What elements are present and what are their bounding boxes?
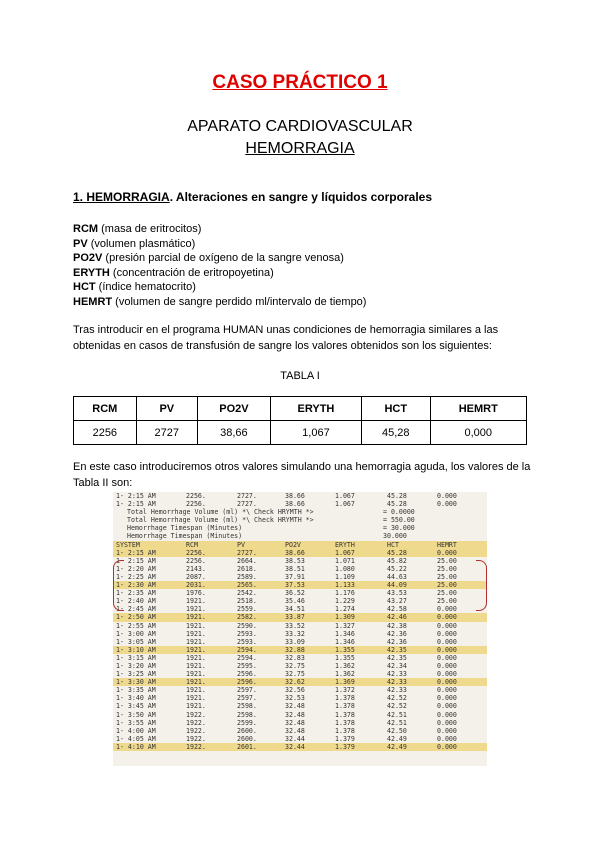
printout-cell: 42.36 — [387, 637, 407, 646]
printout-cell: 45.28 — [387, 548, 407, 557]
printout-cell: 1- 2:40 AM — [116, 597, 156, 606]
printout-cell: 42.35 — [387, 653, 407, 662]
printout-cell: 1.362 — [335, 670, 355, 679]
printout-cell: 1- 3:30 AM — [116, 678, 156, 687]
annotation-bracket-left — [113, 560, 124, 611]
printout-cell: 2597. — [237, 686, 257, 695]
printout-cell: 42.49 — [387, 734, 407, 743]
document-title: CASO PRÁCTICO 1 — [212, 72, 388, 93]
printout-info-text: Hemorrhage Timespan (Minutes) — [127, 524, 243, 533]
printout-cell: 1- 3:00 AM — [116, 629, 156, 638]
printout-cell: 32.56 — [285, 686, 305, 695]
printout-cell: 1.379 — [335, 734, 355, 743]
printout-cell: PO2V — [285, 540, 301, 549]
printout-cell: 42.51 — [387, 710, 407, 719]
section-number: 1. — [73, 190, 87, 204]
printout-info-value: = 0.0000 — [383, 508, 415, 517]
printout-cell: 25.00 — [437, 581, 457, 590]
printout-cell: 2565. — [237, 581, 257, 590]
printout-cell: 1921. — [186, 605, 206, 614]
intro-paragraph: Tras introducir en el programa HUMAN unas condiciones de hemorragia similares a las obtenidas en casos de transfusión de sangre los valores obtenidos son los siguientes: — [73, 324, 499, 352]
printout-cell: 1- 3:40 AM — [116, 694, 156, 703]
printout-cell: 2664. — [237, 556, 257, 565]
printout-row — [113, 500, 487, 508]
printout-cell: 44.63 — [387, 572, 407, 581]
printout-cell: 1922. — [186, 726, 206, 735]
table-label: TABLA I — [280, 370, 320, 382]
printout-cell: 42.33 — [387, 670, 407, 679]
printout-cell: 42.33 — [387, 678, 407, 687]
printout-info-value: 30.000 — [383, 532, 407, 541]
printout-cell: 33.32 — [285, 629, 305, 638]
printout-cell: 1921. — [186, 613, 206, 622]
printout-row — [113, 638, 487, 646]
printout-cell: 0.000 — [437, 548, 457, 557]
printout-cell: 25.00 — [437, 556, 457, 565]
printout-cell: 2590. — [237, 621, 257, 630]
printout-cell: 2256. — [186, 548, 206, 557]
printout-cell: 1.346 — [335, 637, 355, 646]
printout-cell: 2589. — [237, 572, 257, 581]
printout-cell: 1- 2:15 AM — [116, 548, 156, 557]
printout-info-value: = 550.00 — [383, 516, 415, 525]
printout-row — [113, 492, 487, 500]
printout-cell: ERYTH — [335, 540, 355, 549]
printout-cell: 42.51 — [387, 718, 407, 727]
value-cell: 38,66 — [197, 421, 270, 445]
printout-cell: 0.000 — [437, 637, 457, 646]
printout-cell: 0.000 — [437, 670, 457, 679]
header-cell: RCM — [74, 397, 137, 421]
printout-cell: 1921. — [186, 597, 206, 606]
printout-row — [113, 743, 487, 751]
annotation-bracket-right — [476, 560, 487, 611]
printout-row — [113, 589, 487, 597]
printout-cell: 2600. — [237, 734, 257, 743]
printout-cell: 1.378 — [335, 702, 355, 711]
definition-item: HCT (índice hematocrito) — [73, 281, 196, 294]
printout-cell: 1.378 — [335, 718, 355, 727]
printout-cell: 1922. — [186, 734, 206, 743]
printout-cell: 0.000 — [437, 621, 457, 630]
printout-cell: 2596. — [237, 678, 257, 687]
printout-cell: 2256. — [186, 500, 206, 509]
printout-cell: 32.75 — [285, 670, 305, 679]
printout-cell: 25.00 — [437, 572, 457, 581]
printout-info-value: = 30.000 — [383, 524, 415, 533]
printout-cell: 2601. — [237, 742, 257, 751]
printout-cell: 1- 4:05 AM — [116, 734, 156, 743]
printout-cell: 1.379 — [335, 742, 355, 751]
printout-cell: 1- 3:15 AM — [116, 653, 156, 662]
printout-info-line — [113, 508, 487, 516]
printout-cell: 0.000 — [437, 613, 457, 622]
printout-cell: 32.62 — [285, 678, 305, 687]
printout-row — [113, 557, 487, 565]
printout-cell: 0.000 — [437, 492, 457, 500]
printout-cell: 43.53 — [387, 589, 407, 598]
printout-row — [113, 565, 487, 573]
printout-info-text: Hemorrhage Timespan (Minutes) — [127, 532, 243, 541]
printout-cell: 2598. — [237, 702, 257, 711]
table-row — [74, 421, 527, 445]
header-cell: HCT — [361, 397, 430, 421]
printout-cell: 42.35 — [387, 645, 407, 654]
value-cell: 1,067 — [270, 421, 361, 445]
printout-cell: 38.51 — [285, 564, 305, 573]
printout-cell: 1921. — [186, 702, 206, 711]
printout-cell: 42.58 — [387, 605, 407, 614]
printout-header — [113, 541, 487, 549]
printout-cell: 0.000 — [437, 661, 457, 670]
printout-cell: 2727. — [237, 492, 257, 500]
printout-cell: 32.48 — [285, 718, 305, 727]
section-name: HEMORRAGIA — [86, 190, 170, 204]
printout-info-text: Total Hemorrhage Volume (ml) *\ Check HRYMTH *> — [127, 508, 314, 517]
printout-cell: 1.369 — [335, 678, 355, 687]
printout-cell: 1- 4:10 AM — [116, 742, 156, 751]
printout-cell: 1.133 — [335, 581, 355, 590]
printout-cell: 44.09 — [387, 581, 407, 590]
printout-cell: 25.00 — [437, 564, 457, 573]
printout-cell: 1.346 — [335, 629, 355, 638]
section-heading — [73, 190, 432, 204]
printout-cell: 2593. — [237, 629, 257, 638]
table-header-row — [74, 397, 527, 421]
printout-cell: 2518. — [237, 597, 257, 606]
printout-cell: 1.362 — [335, 661, 355, 670]
printout-cell: 32.48 — [285, 710, 305, 719]
printout-cell: 2727. — [237, 548, 257, 557]
printout-cell: 38.66 — [285, 492, 305, 500]
printout-cell: 1.176 — [335, 589, 355, 598]
printout-cell: 0.000 — [437, 678, 457, 687]
section-rest: . Alteraciones en sangre y líquidos corporales — [169, 190, 432, 204]
printout-cell: 1.327 — [335, 621, 355, 630]
header-cell: HEMRT — [430, 397, 526, 421]
printout-cell: 2599. — [237, 718, 257, 727]
printout-cell: 0.000 — [437, 726, 457, 735]
printout-cell: 0.000 — [437, 710, 457, 719]
printout-cell: 1922. — [186, 718, 206, 727]
printout-row — [113, 686, 487, 694]
printout-cell: 2727. — [237, 500, 257, 509]
printout-cell: 2600. — [237, 726, 257, 735]
printout-cell: 0.000 — [437, 734, 457, 743]
printout-cell: 37.91 — [285, 572, 305, 581]
printout-cell: 42.52 — [387, 694, 407, 703]
printout-cell: 1- 2:30 AM — [116, 581, 156, 590]
printout-row — [113, 727, 487, 735]
printout-row — [113, 678, 487, 686]
printout-cell: 2594. — [237, 653, 257, 662]
printout-cell: 32.44 — [285, 734, 305, 743]
printout-cell: 1.274 — [335, 605, 355, 614]
printout-row — [113, 581, 487, 589]
printout-cell: 1921. — [186, 686, 206, 695]
printout-cell: 1- 3:55 AM — [116, 718, 156, 727]
printout-row — [113, 662, 487, 670]
printout-cell: 33.87 — [285, 613, 305, 622]
printout-cell: 45.28 — [387, 500, 407, 509]
printout-cell: 0.000 — [437, 686, 457, 695]
printout-cell: 1921. — [186, 645, 206, 654]
printout-cell: 2593. — [237, 637, 257, 646]
definition-item: ERYTH (concentración de eritropoyetina) — [73, 266, 274, 279]
printout-cell: 42.52 — [387, 702, 407, 711]
printout-cell: 42.36 — [387, 629, 407, 638]
printout-cell: 1.355 — [335, 645, 355, 654]
printout-cell: 2256. — [186, 556, 206, 565]
printout-cell: 1.071 — [335, 556, 355, 565]
printout-cell: PV — [237, 540, 245, 549]
printout-cell: 1.378 — [335, 694, 355, 703]
header-cell: PV — [136, 397, 197, 421]
printout-cell: 2597. — [237, 694, 257, 703]
definition-item: RCM (masa de eritrocitos) — [73, 223, 202, 235]
printout-cell: 0.000 — [437, 629, 457, 638]
printout-cell: 38.66 — [285, 500, 305, 509]
printout-cell: 0.000 — [437, 605, 457, 614]
definitions-list — [73, 222, 366, 310]
printout-cell: 1- 3:45 AM — [116, 702, 156, 711]
printout-cell: 1- 4:00 AM — [116, 726, 156, 735]
printout-cell: 1.309 — [335, 613, 355, 622]
printout-cell: 1- 2:35 AM — [116, 589, 156, 598]
printout-cell: 42.49 — [387, 742, 407, 751]
printout-cell: 1921. — [186, 661, 206, 670]
definition-item: HEMRT (volumen de sangre perdido ml/intervalo de tiempo) — [73, 295, 367, 308]
printout-cell: 32.48 — [285, 702, 305, 711]
printout-row — [113, 613, 487, 621]
printout-cell: HEMRT — [437, 540, 457, 549]
printout-cell: 2598. — [237, 710, 257, 719]
printout-row — [113, 549, 487, 557]
printout-row — [113, 630, 487, 638]
printout-cell: 36.52 — [285, 589, 305, 598]
printout-cell: 1- 2:20 AM — [116, 564, 156, 573]
printout-row — [113, 735, 487, 743]
printout-cell: 32.75 — [285, 661, 305, 670]
printout-cell: 0.000 — [437, 718, 457, 727]
printout-cell: 0.000 — [437, 653, 457, 662]
printout-cell: 1- 2:50 AM — [116, 613, 156, 622]
printout-cell: 1- 2:15 AM — [116, 556, 156, 565]
printout-cell: 1922. — [186, 710, 206, 719]
definition-item: PO2V (presión parcial de oxígeno de la sangre venosa) — [73, 252, 344, 265]
printout-info-line — [113, 532, 487, 540]
printout-cell: 1921. — [186, 694, 206, 703]
printout-cell: 1- 3:05 AM — [116, 637, 156, 646]
printout-cell: 42.38 — [387, 621, 407, 630]
printout-info-text: Total Hemorrhage Volume (ml) *\ Check HRYMTH *> — [127, 516, 314, 525]
printout-cell: 1921. — [186, 678, 206, 687]
printout-cell: 2087. — [186, 572, 206, 581]
printout-cell: 1.378 — [335, 710, 355, 719]
printout-cell: 1- 2:55 AM — [116, 621, 156, 630]
printout-cell: 2542. — [237, 589, 257, 598]
subtitle-system: APARATO CARDIOVASCULAR — [187, 118, 413, 135]
printout-cell: 45.22 — [387, 564, 407, 573]
printout-cell: 1921. — [186, 670, 206, 679]
printout-cell: 1- 2:15 AM — [116, 500, 156, 509]
printout-cell: 0.000 — [437, 645, 457, 654]
printout-cell: 32.88 — [285, 645, 305, 654]
printout-cell: 2618. — [237, 564, 257, 573]
printout-row — [113, 622, 487, 630]
printout-cell: 1- 3:50 AM — [116, 710, 156, 719]
printout-info-line — [113, 524, 487, 532]
printout-cell: 2596. — [237, 670, 257, 679]
value-cell: 2727 — [136, 421, 197, 445]
acute-paragraph: En este caso introduciremos otros valores simulando una hemorragia aguda, los valores de la Tabla II son: — [73, 461, 531, 489]
printout-cell: 25.00 — [437, 597, 457, 606]
printout-cell: SYSTEM — [116, 540, 140, 549]
printout-cell: 43.27 — [387, 597, 407, 606]
printout-cell: 35.46 — [285, 597, 305, 606]
printout-cell: RCM — [186, 540, 198, 549]
printout-row — [113, 597, 487, 605]
printout-cell: 0.000 — [437, 500, 457, 509]
printout-row — [113, 694, 487, 702]
printout-cell: 2031. — [186, 581, 206, 590]
printout-cell: 45.82 — [387, 556, 407, 565]
printout-cell: 0.000 — [437, 702, 457, 711]
printout-cell: 1.080 — [335, 564, 355, 573]
printout-cell: 33.09 — [285, 637, 305, 646]
printout-cell: 2582. — [237, 613, 257, 622]
printout-cell: 2256. — [186, 492, 206, 500]
printout-cell: 1.067 — [335, 492, 355, 500]
printout-cell: 0.000 — [437, 694, 457, 703]
printout-cell: 1.109 — [335, 572, 355, 581]
printout-cell: 1921. — [186, 637, 206, 646]
printout-row — [113, 719, 487, 727]
printout-cell: 42.46 — [387, 613, 407, 622]
value-cell: 45,28 — [361, 421, 430, 445]
printout-cell: 1- 2:25 AM — [116, 572, 156, 581]
printout-cell: 34.51 — [285, 605, 305, 614]
printout-cell: 32.44 — [285, 742, 305, 751]
subtitle-topic: HEMORRAGIA — [245, 140, 355, 157]
printout-row — [113, 654, 487, 662]
printout-cell: 2559. — [237, 605, 257, 614]
printout-cell: 1- 3:10 AM — [116, 645, 156, 654]
printout-cell: 1921. — [186, 653, 206, 662]
printout-cell: 1- 2:15 AM — [116, 492, 156, 500]
printout-cell: 1.372 — [335, 686, 355, 695]
printout-cell: HCT — [387, 540, 399, 549]
printout-cell: 1- 3:25 AM — [116, 670, 156, 679]
printout-cell: 42.34 — [387, 661, 407, 670]
printout-cell: 37.53 — [285, 581, 305, 590]
printout-cell: 32.83 — [285, 653, 305, 662]
printout-cell: 33.52 — [285, 621, 305, 630]
printout-cell: 32.53 — [285, 694, 305, 703]
printout-cell: 45.28 — [387, 492, 407, 500]
simulation-printout-image — [113, 492, 487, 766]
printout-cell: 1.229 — [335, 597, 355, 606]
printout-row — [113, 702, 487, 710]
printout-cell: 1- 3:20 AM — [116, 661, 156, 670]
results-table — [73, 396, 527, 445]
printout-row — [113, 711, 487, 719]
printout-cell: 2143. — [186, 564, 206, 573]
printout-cell: 32.48 — [285, 726, 305, 735]
printout-cell: 38.66 — [285, 548, 305, 557]
printout-cell: 1922. — [186, 742, 206, 751]
printout-cell: 42.33 — [387, 686, 407, 695]
printout-cell: 1.067 — [335, 548, 355, 557]
header-cell: PO2V — [197, 397, 270, 421]
printout-row — [113, 605, 487, 613]
printout-cell: 1921. — [186, 621, 206, 630]
printout-cell: 0.000 — [437, 742, 457, 751]
printout-cell: 1976. — [186, 589, 206, 598]
value-cell: 2256 — [74, 421, 137, 445]
printout-cell: 1921. — [186, 629, 206, 638]
printout-row — [113, 670, 487, 678]
printout-cell: 1- 3:35 AM — [116, 686, 156, 695]
printout-row — [113, 573, 487, 581]
header-cell: ERYTH — [270, 397, 361, 421]
printout-cell: 1.378 — [335, 726, 355, 735]
printout-cell: 1.355 — [335, 653, 355, 662]
printout-cell: 2594. — [237, 645, 257, 654]
printout-cell: 1.067 — [335, 500, 355, 509]
printout-cell: 38.53 — [285, 556, 305, 565]
definition-item: PV (volumen plasmático) — [73, 237, 196, 250]
printout-cell: 2595. — [237, 661, 257, 670]
printout-row — [113, 646, 487, 654]
printout-cell: 25.00 — [437, 589, 457, 598]
printout-info-line — [113, 516, 487, 524]
printout-cell: 42.50 — [387, 726, 407, 735]
value-cell: 0,000 — [430, 421, 526, 445]
printout-cell: 1- 2:45 AM — [116, 605, 156, 614]
